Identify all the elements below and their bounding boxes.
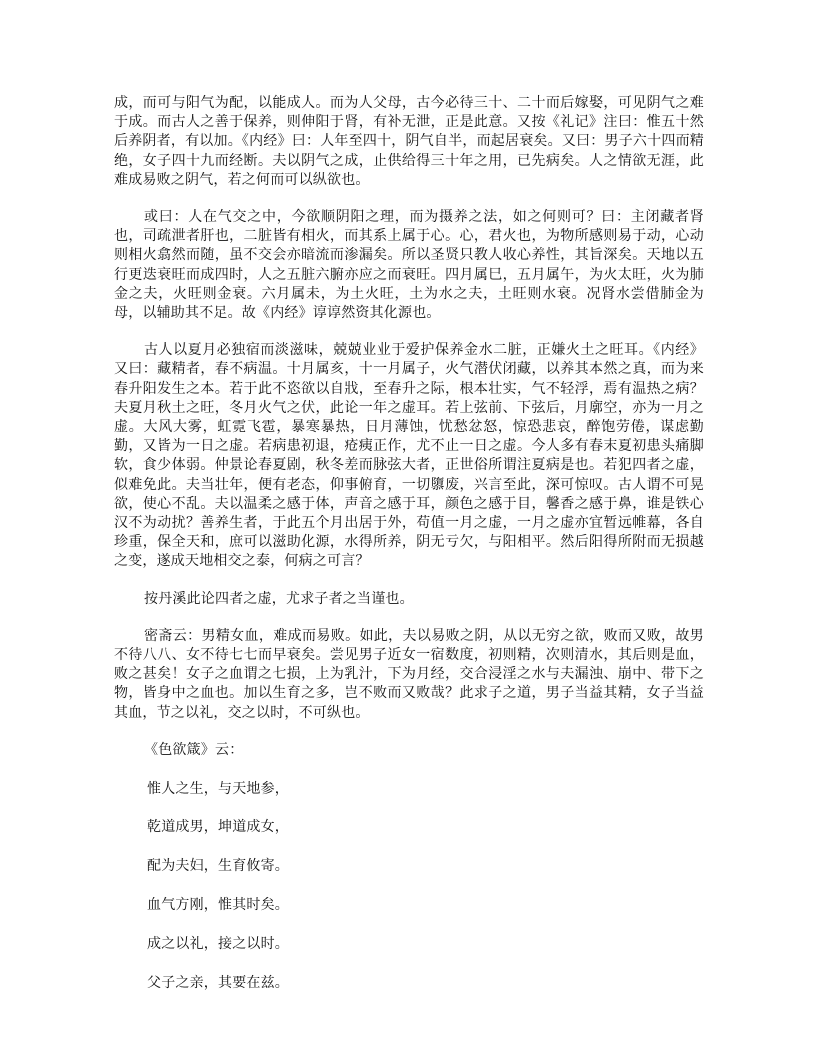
verse-line-6: 父子之亲，其要在兹。 (147, 974, 289, 991)
document-page (114, 94, 704, 1012)
verse-line-2: 乾道成男，坤道成女， (147, 819, 289, 836)
verse-line-4: 血气方刚，惟其时矣。 (147, 897, 289, 914)
verse-line-1: 惟人之生，与天地参， (147, 780, 289, 797)
paragraph-4: 按丹溪此论四者之虚，尤求子者之当谨也。 (144, 590, 414, 607)
paragraph-1: 成，而可与阳气为配，以能成人。而为人父母，古今必待三十、二十而后嫁娶，可见阴气之难于成。而古人之善于保养，则伸阳于肾，有补无泄，正是此意。又按《礼记》注曰：惟五十然后养阴者，有以加。《内经》曰：人年至四十，阴气自半，而起居衰矣。又曰：男子六十四而精绝，女子四十九而经断。夫以阴气之成，止供给得三十年之用，已先病矣。人之情欲无涯，此难成易败之阴气，若之何而可以纵欲也。 (114, 95, 704, 188)
paragraph-5: 密斋云：男精女血，难成而易败。如此，夫以易败之阴，从以无穷之欲，败而又败，故男不待八八、女不待七七而早衰矣。尝见男子近女一宿数度，初则精，次则清水，其后则是血，败之甚矣！女子之血谓之七损，上为乳汁，下为月经，交合浸淫之水与夫漏浊、崩中、带下之物，皆身中之血也。加以生育之多，岂不败而又败哉？此求子之道，男子当益其精，女子当益其血，节之以礼，交之以时，不可纵也。 (114, 627, 704, 721)
paragraph-2: 或曰：人在气交之中，今欲顺阴阳之理，而为摄养之法，如之何则可？曰：主闭藏者肾也，司疏泄者肝也，二脏皆有相火，而其系上属于心。心，君火也，为物所感则易于动，心动则相火翕然而随，虽不交会亦暗流而渗漏矣。所以圣贤只教人收心养性，其旨深矣。天地以五行更迭衰旺而成四时，人之五脏六腑亦应之而衰旺。四月属巳，五月属午，为火太旺，火为肺金之夫，火旺则金衰。六月属未，为土火旺，土为水之夫，土旺则水衰。况肾水尝借肺金为母，以辅助其不足。故《内经》谆谆然资其化源也。 (114, 209, 704, 322)
verse-line-5: 成之以礼，接之以时。 (147, 935, 289, 952)
paragraph-3: 古人以夏月必独宿而淡滋味，兢兢业业于爱护保养金水二脏，正嫌火土之旺耳。《内经》又曰：藏精者，春不病温。十月属亥，十一月属子，火气潜伏闭藏，以养其本然之真，而为来春升阳发生之本。若于此不恣欲以自戕，至春升之际，根本壮实，气不轻浮，焉有温热之病？夫夏月秋土之旺，冬月火气之伏，此论一年之虚耳。若上弦前、下弦后，月廓空，亦为一月之虚。大风大雾，虹霓飞雹，暴寒暴热，日月薄蚀，忧愁忿怒，惊恐悲哀，醉饱劳倦，谋虑勤勤，又皆为一日之虚。若病患初退，疮痍正作，尤不止一日之虚。今人多有春末夏初患头痛脚软，食少体弱。仲景论春夏剧，秋冬差而脉弦大者，正世俗所谓注夏病是也。若犯四者之虚，似难免此。夫当壮年，便有老态，仰事俯育，一切隳废，兴言至此，深可惊叹。古人谓不可晃欲，使心不乱。夫以温柔之感于体，声音之感于耳，颜色之感于目，馨香之感于鼻，谁是铁心汉不为动扰？善养生者，于此五个月出居于外，苟值一月之虚，一月之虚亦宜暂远帷幕，各自珍重，保全天和，庶可以滋助化源，水得所养，阴无亏欠，与阳相平。然后阳得所附而无损越之变，遂成天地相交之泰，何病之可言？ (114, 342, 704, 570)
verse-line-3: 配为夫妇，生育攸寄。 (147, 858, 289, 875)
verse-title: 《色欲箴》云： (144, 741, 244, 758)
